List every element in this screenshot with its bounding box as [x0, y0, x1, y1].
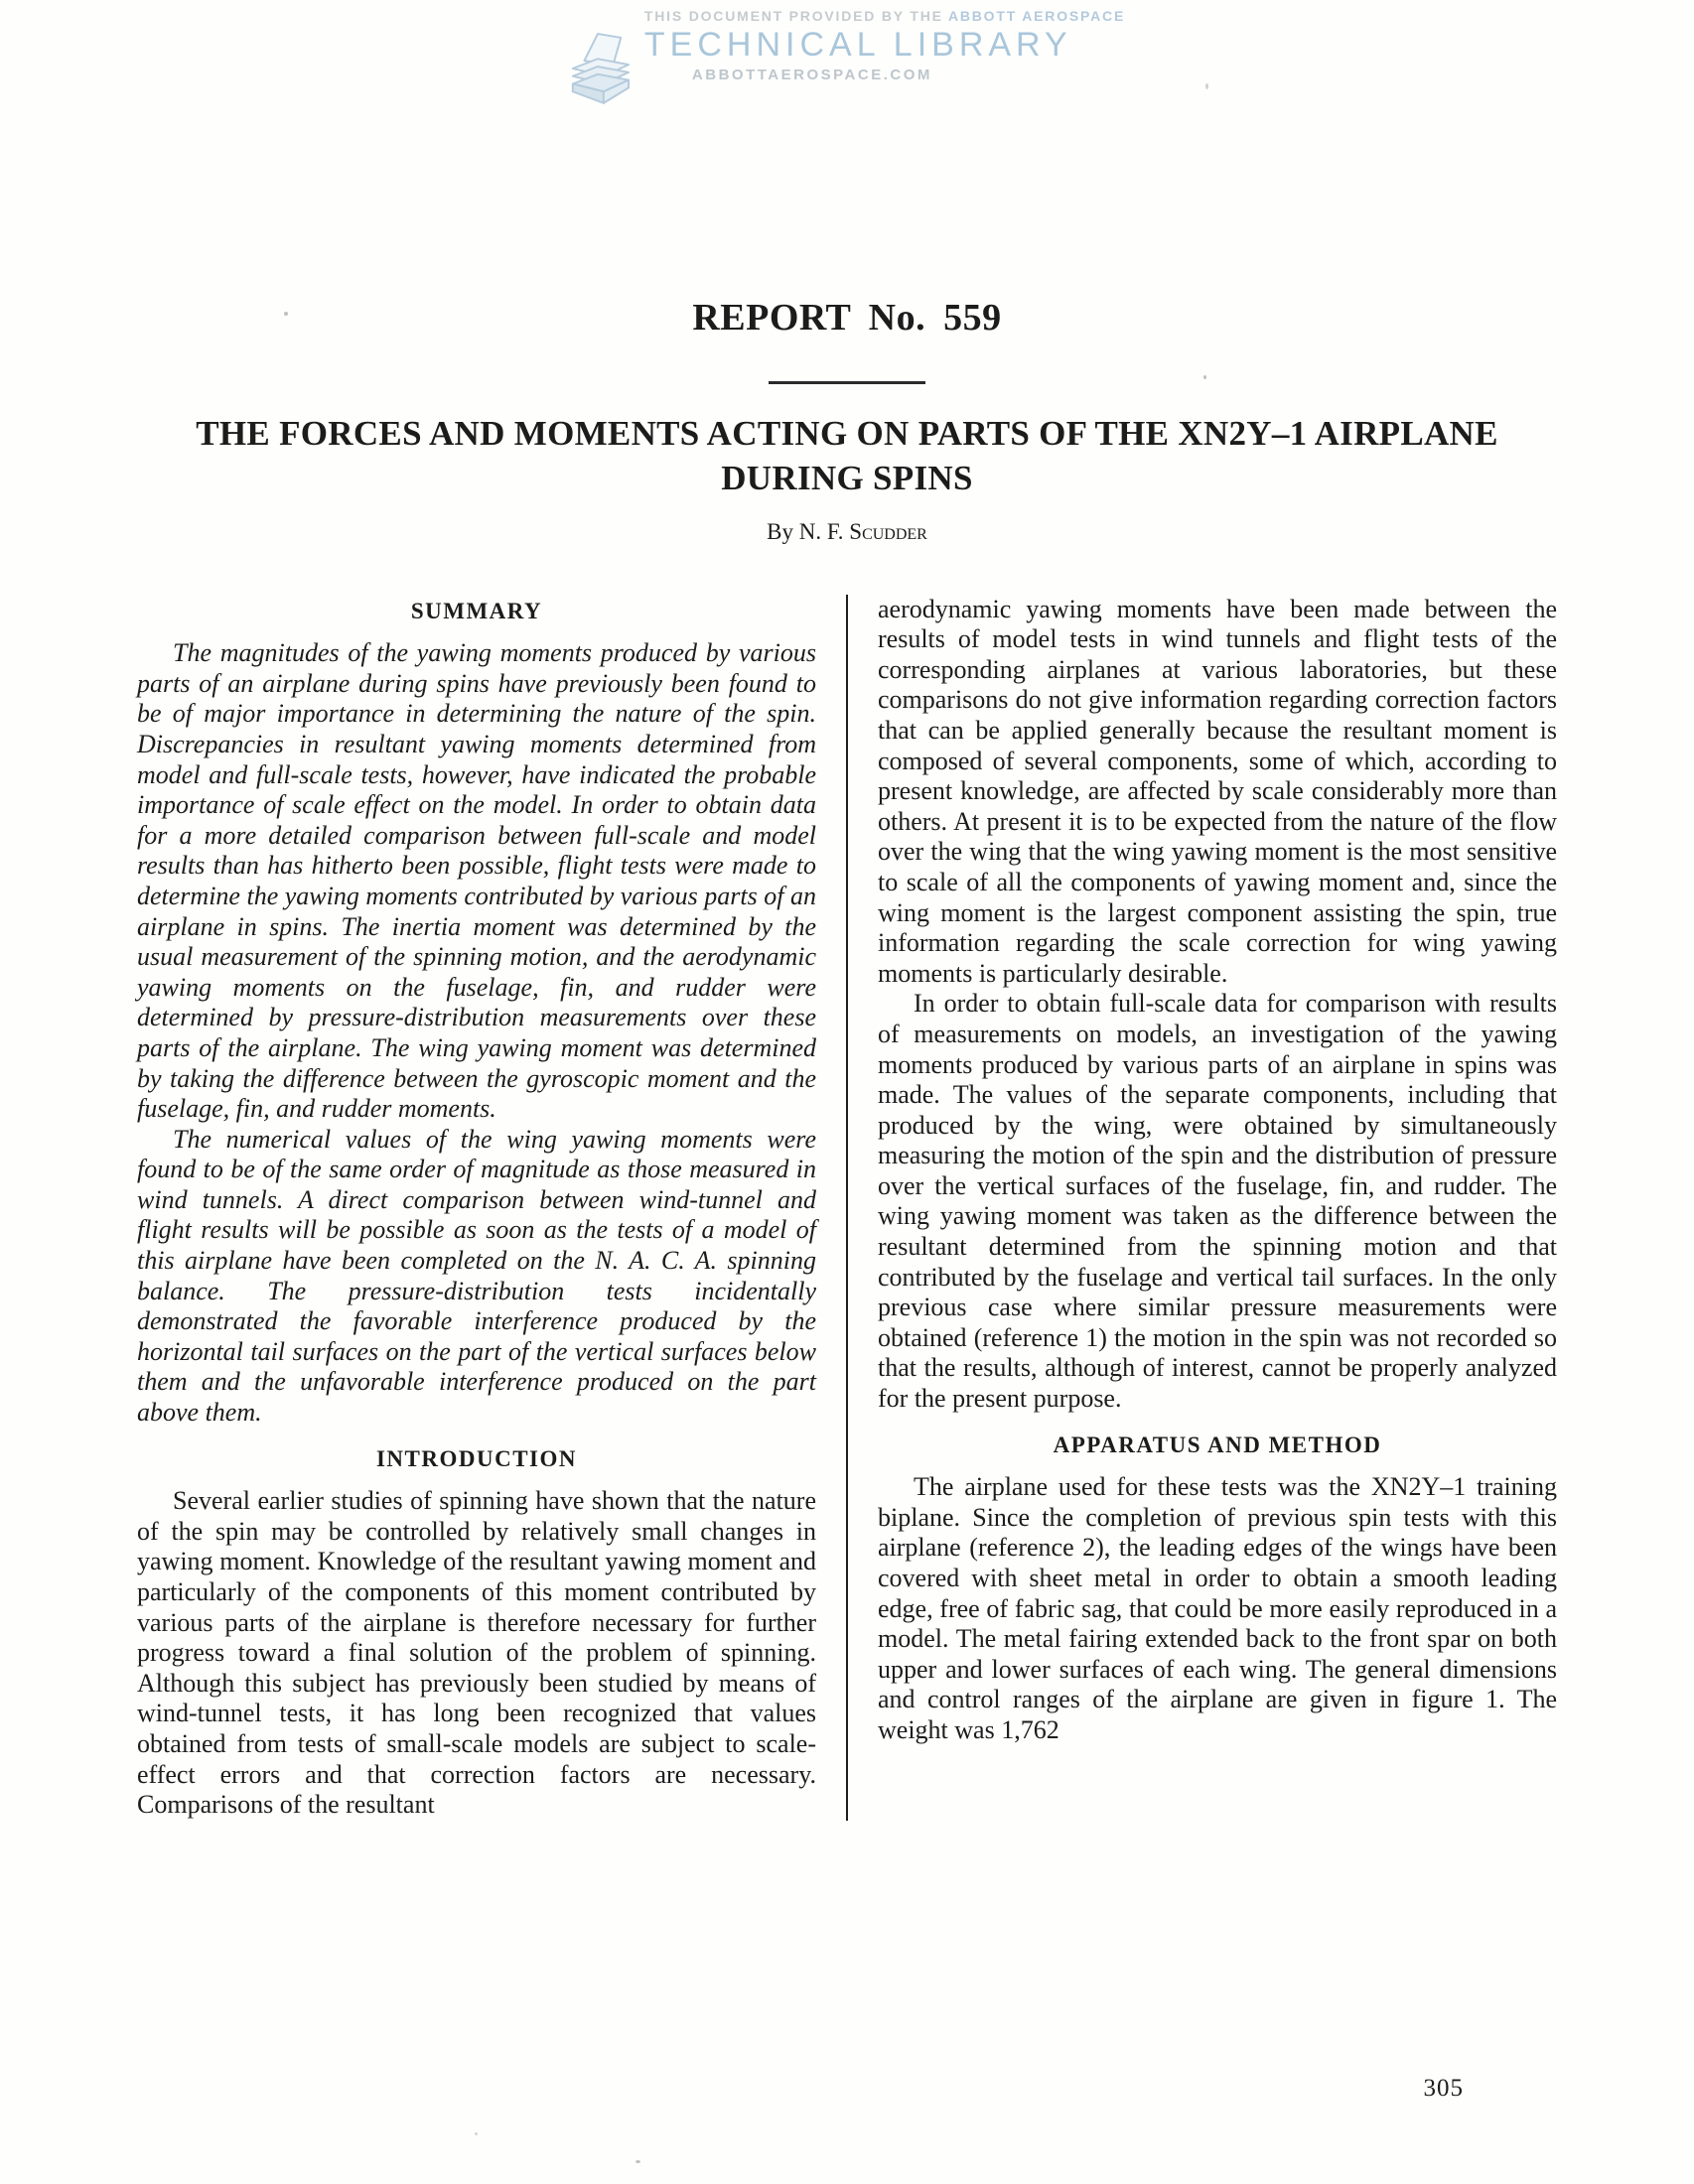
left-column	[137, 595, 816, 1821]
scan-speckle	[475, 2132, 478, 2135]
summary-paragraph-1: The magnitudes of the yawing moments produced by various parts of an airplane during spins have previously been found to be of major importance in determining the nature of the spin. Discrepancies in resultant yawing moments determined from model and full-scale tests, however, have indicated the probable importance of scale effect on the model. In order to obtain data for a more detailed comparison between full-scale and model results than has hitherto been possible, flight tests were made to determine the yawing moments contributed by various parts of an airplane in spins. The inertia moment was determined by the usual measurement of the spinning motion, and the aerodynamic yawing moments on the fuselage, fin, and rudder were determined by pressure-distribution measurements over these parts of the airplane. The wing yawing moment was determined by taking the difference between the gyroscopic moment and the fuselage, fin, and rudder moments.	[137, 638, 816, 1124]
watermark-stamp	[569, 8, 1125, 109]
document-stack-icon	[569, 26, 633, 109]
watermark-provided-line	[644, 8, 1125, 24]
byline-prefix: By	[767, 518, 793, 544]
scan-speckle	[1203, 375, 1206, 379]
report-number: REPORT No. 559	[692, 297, 1002, 339]
byline	[0, 519, 1694, 545]
two-column-body	[0, 595, 1694, 1821]
introduction-paragraph-3: In order to obtain full-scale data for comparison with results of measurements on models, an investigation of the yawing moments produced by various parts of an airplane in spins was made. The values of the separate components, including that produced by the wing, were obtained by simultaneously measuring the motion of the spin and the distribution of pressure over the vertical surfaces of the fuselage, fin, and rudder. The wing yawing moment was taken as the difference between the resultant determined from the spinning motion and that contributed by the fuselage and vertical tail surfaces. In the only previous case where similar pressure measurements were obtained (reference 1) the motion in the spin was not recorded so that the results, although of interest, cannot be properly analyzed for the present purpose.	[878, 989, 1557, 1414]
page-number: 305	[1423, 2075, 1464, 2102]
watermark-library-title: TECHNICAL LIBRARY	[643, 26, 1072, 64]
section-heading-apparatus: APPARATUS AND METHOD	[1053, 1432, 1382, 1457]
watermark-website: ABBOTTAEROSPACE.COM	[691, 67, 932, 83]
title-divider-rule	[769, 381, 925, 384]
watermark-text-block	[644, 8, 1125, 83]
section-heading-introduction: INTRODUCTION	[375, 1445, 578, 1471]
column-divider-rule	[846, 595, 848, 1821]
summary-paragraph-2: The numerical values of the wing yawing moments were found to be of the same order of magnitude as those measured in wind tunnels. A direct comparison between wind-tunnel and flight results will be possible as soon as the tests of a model of this airplane have been completed on the N. A. C. A. spinning balance. The pressure-distribution tests incidentally demonstrated the favorable interference produced by the horizontal tail surfaces on the part of the vertical surfaces below them and the unfavorable interference produced on the part above them.	[137, 1124, 816, 1428]
watermark-brand: ABBOTT AEROSPACE	[947, 8, 1126, 24]
scan-speckle	[635, 2160, 640, 2163]
apparatus-paragraph-1: The airplane used for these tests was the XN2Y–1 training biplane. Since the completion of previous spin tests with this airplane (reference 2), the leading edges of the wings have been covered with sheet metal in order to obtain a smooth leading edge, free of fabric sag, that could be more easily reproduced in a model. The metal fairing extended back to the front spar on both upper and lower surfaces of each wing. The general dimensions and control ranges of the airplane are given in figure 1. The weight was 1,762	[878, 1472, 1557, 1744]
scan-speckle	[1205, 83, 1208, 89]
document-title-line2: DURING SPINS	[721, 458, 973, 497]
document-title	[0, 412, 1694, 501]
right-column	[878, 595, 1557, 1821]
introduction-paragraph-1: Several earlier studies of spinning have shown that the nature of the spin may be controlled by relatively small changes in yawing moment. Knowledge of the resultant yawing moment and particularly of the components of this moment contributed by various parts of the airplane is therefore necessary for further progress toward a final solution of the problem of spinning. Although this subject has previously been studied by means of wind-tunnel tests, it has long been recognized that values obtained from tests of small-scale models are subject to scale-effect errors and that correction factors are necessary. Comparisons of the resultant	[137, 1486, 816, 1820]
introduction-paragraph-2: aerodynamic yawing moments have been made between the results of model tests in wind tunnels and flight tests of the corresponding airplanes at various laboratories, but these comparisons do not give information regarding correction factors that can be applied generally because the resultant moment is composed of several components, some of which, according to present knowledge, are affected by scale considerably more than others. At present it is to be expected from the nature of the flow over the wing that the wing yawing moment is the most sensitive to scale of all the components of yawing moment and, since the wing moment is the largest component assisting the spin, true information regarding the scale correction for wing yawing moments is particularly desirable.	[878, 594, 1557, 988]
author-name: N. F. Scudder	[798, 518, 927, 544]
document-title-line1: THE FORCES AND MOMENTS ACTING ON PARTS OF THE XN2Y–1 AIRPLANE	[196, 414, 1498, 453]
scan-speckle	[284, 312, 288, 316]
section-heading-summary: SUMMARY	[410, 598, 543, 623]
watermark-provided-by: THIS DOCUMENT PROVIDED BY THE	[643, 8, 943, 24]
